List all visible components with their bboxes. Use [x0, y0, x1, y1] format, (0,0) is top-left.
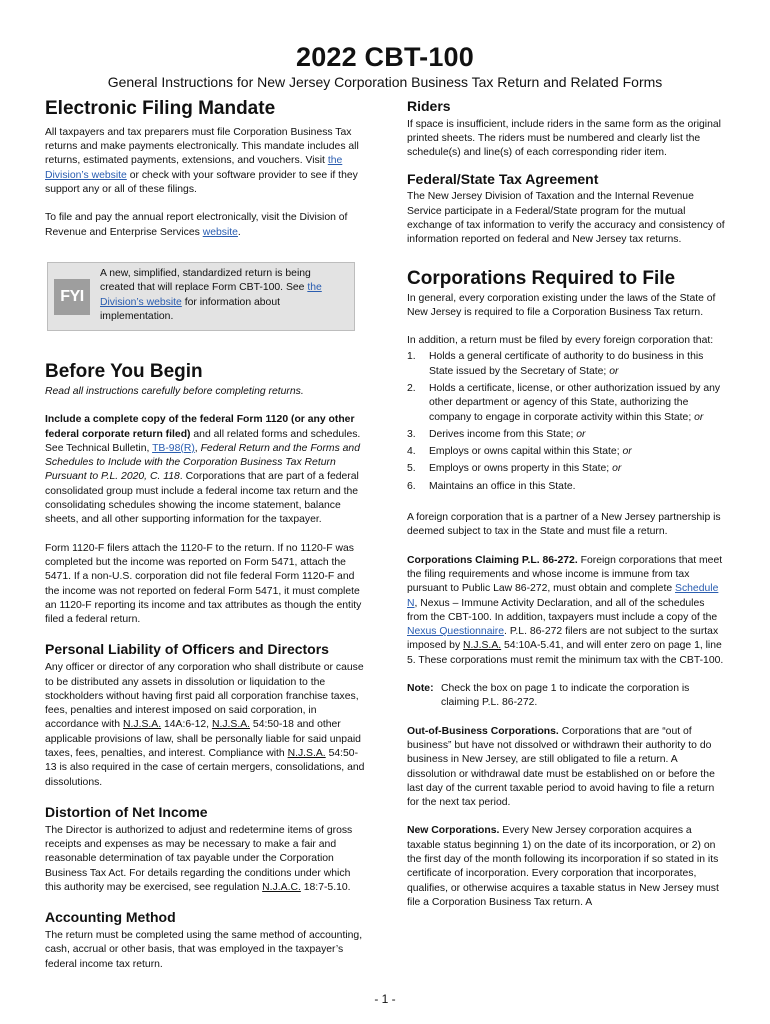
- corporations-required-paragraph-3: A foreign corporation that is a partner of a New Jersey partnership is deemed subject to tax in the State and must file a return.: [407, 512, 721, 538]
- text: or: [622, 446, 632, 458]
- text: 54:50-18 and other applicable provisions of law, shall be personally liable for said unpaid taxes, fees, penalties, and interest. Compliance with: [45, 719, 361, 759]
- list-number: 1.: [407, 351, 416, 363]
- distortion-paragraph: [45, 824, 365, 895]
- fyi-icon: FYI: [54, 279, 90, 315]
- foreign-corporation-list: [407, 350, 725, 494]
- list-text: [429, 445, 632, 459]
- list-item: [407, 382, 725, 425]
- text: The Director is authorized to adjust and redetermine items of gross receipts and expenses as may be necessary to make a fair and reasonable determination of tax payable under the Corporation Business Tax Act. For details regarding the conditions under which this authority may be exercised, see regulation: [45, 824, 353, 893]
- text: and all related forms and schedules. See Technical Bulletin,: [45, 428, 361, 454]
- text: or: [576, 428, 586, 440]
- text: New Corporations.: [407, 825, 500, 837]
- federal-state-heading: Federal/State Tax Agreement: [407, 170, 599, 187]
- text: .: [237, 226, 241, 238]
- nexus-questionnaire-link[interactable]: Nexus Questionnaire: [407, 626, 505, 638]
- page-subtitle: General Instructions for New Jersey Corporation Business Tax Return and Related Forms: [107, 74, 663, 90]
- list-number: 2.: [407, 383, 416, 394]
- left-column: [45, 98, 365, 972]
- text: Employs or owns property in this State;: [429, 463, 610, 475]
- accounting-method-heading: Accounting Method: [45, 909, 176, 926]
- page-number: - 1 -: [374, 992, 396, 1006]
- list-item: [407, 428, 725, 442]
- page-title: 2022 CBT-100: [295, 42, 474, 72]
- text: or: [694, 411, 704, 423]
- text: 18:7-5.10.: [300, 881, 351, 893]
- text: Federal Return and the Forms and Schedules to Include with the Corporation Business Tax Return Pursuant to P.L. 2020, C. 118: [45, 442, 360, 483]
- dores-website-link[interactable]: website: [202, 226, 238, 238]
- corporations-required-paragraph-2: In addition, a return must be filed by every foreign corporation that:: [407, 335, 714, 347]
- text: Foreign corporations that meet the filing requirements and whose income is immune from tax pursuant to Public Law 86-272, must obtain and complete: [407, 554, 723, 595]
- text: Derives income from this State;: [429, 428, 574, 440]
- corporations-required-heading: Corporations Required to File: [407, 267, 676, 289]
- text: Maintains an office in this State.: [429, 480, 576, 492]
- text: Holds a certificate, license, or other authorization issued by any other department or agency of this State, authorizing the company to engage in corporate activity within this State;: [429, 383, 721, 423]
- right-column: [407, 98, 725, 910]
- list-number: 4.: [407, 446, 416, 458]
- text: Every New Jersey corporation acquires a taxable status beginning 1) on the date of its incorporation, or 2) on the first day of the month following its incorporation if so stated in its certificate of incorporation. Every corporation that incorporates, qualifies, or otherwise acquires a taxable status in New Jersey must file a Corporation Business Tax return. A: [407, 825, 719, 908]
- text: . P.L. 86-272 filers are not subject to the surtax imposed by: [407, 626, 719, 652]
- division-website-link[interactable]: the Division’s website: [45, 155, 343, 181]
- text: or: [612, 463, 622, 475]
- personal-liability-heading: Personal Liability of Officers and Directors: [45, 641, 329, 658]
- fyi-text: [100, 267, 336, 324]
- list-text: [429, 428, 586, 442]
- schedule-n-link[interactable]: Schedule N: [407, 583, 719, 609]
- distortion-heading: Distortion of Net Income: [45, 803, 208, 820]
- list-item: [407, 462, 725, 476]
- pl-86-272-paragraph: [407, 554, 725, 668]
- list-text: [429, 350, 725, 379]
- text: or check with your software provider to see if they support any or all of these filings.: [45, 169, 358, 196]
- before-you-begin-paragraph-2: Form 1120-F filers attach the 1120-F to the return. If no 1120-F was completed but the income was reported on Form 5471, attach the 5471. If a non-U.S. corporation did not file federal Form 1120-F and the income was not reported on federal Form 5471, it must complete an 1120-F reporting its income and tax attributes as though the entity filed a federal return.: [45, 542, 362, 626]
- text: N.J.S.A.: [122, 719, 162, 731]
- before-you-begin-intro: Read all instructions carefully before completing returns.: [45, 385, 304, 397]
- text: Any officer or director of any corporation who shall distribute or cause to be distributed any assets in dissolution or liquidation to the stockholders without having first paid all corporation franchise taxes, fees, penalties and interest imposed on said corporation, in accordance with: [45, 662, 364, 731]
- text: for information about implementation.: [100, 296, 281, 322]
- before-you-begin-heading: Before You Begin: [45, 361, 203, 383]
- list-number: 5.: [407, 463, 416, 475]
- riders-paragraph: If space is insufficient, include riders in the same form as the original printed sheets. The riders must be numbered and clearly list the schedule(s) and line(s) of each corresponding rider item.: [407, 118, 721, 159]
- list-number: 6.: [407, 480, 416, 492]
- list-item: [407, 350, 725, 379]
- note-label: Note:: [407, 683, 434, 695]
- text: 54:10A-5.41, and will enter zero on page 1, line 5. These corporations must remit the minimum tax with the CBT-100.: [407, 640, 724, 666]
- tb-98r-link[interactable]: TB-98(R): [152, 442, 195, 454]
- fyi-division-website-link[interactable]: the Division’s website: [100, 282, 322, 308]
- text: Holds a general certificate of authority to do business in this State issued by the Secretary of State;: [429, 351, 704, 377]
- text: . Corporations that are part of a federal consolidated group must include a federal income tax return and the consolidating schedules showing the income statement, balance sheets, and all other supporting information for the taxpayer.: [45, 471, 359, 526]
- text: , Nexus – Immune Activity Declaration, and all of the schedules from the CBT-100. In addition, taxpayers must include a copy of the: [407, 597, 718, 623]
- electronic-filing-heading: Electronic Filing Mandate: [45, 98, 276, 119]
- text: Employs or owns capital within this State;: [429, 446, 620, 458]
- text: N.J.S.A.: [463, 640, 502, 652]
- text: N.J.A.C.: [262, 881, 301, 893]
- out-of-business-paragraph: [407, 725, 725, 811]
- accounting-method-paragraph: The return must be completed using the same method of accounting, cash, accrual or other basis, that was employed in the taxpayer’s federal income tax return.: [45, 929, 363, 970]
- text: All taxpayers and tax preparers must file Corporation Business Tax returns and make payments electronically. This mandate includes all returns, estimated payments, extensions, and vouchers. Visit: [45, 126, 359, 167]
- list-text: [429, 382, 725, 425]
- text: or: [609, 365, 619, 377]
- text: To file and pay the annual report electronically, visit the Division of Revenue and Enterprise Services: [45, 212, 348, 238]
- text: N.J.S.A.: [287, 747, 326, 759]
- list-number: 3.: [407, 428, 416, 440]
- text: Corporations Claiming P.L. 86-272.: [407, 554, 578, 566]
- electronic-filing-paragraph-2: [45, 211, 365, 240]
- text: Include a complete copy of the federal Form 1120 (or any other federal corporate return filed): [45, 414, 355, 440]
- list-item: [407, 445, 725, 459]
- list-text: [429, 480, 576, 494]
- text: ,: [194, 442, 201, 454]
- text: Out-of-Business Corporations.: [407, 725, 559, 737]
- corporations-required-paragraph-1: In general, every corporation existing under the laws of the State of New Jersey is required to file a Corporation Business Tax return.: [407, 292, 716, 318]
- text: 54:50-13 is also required in the case of certain mergers, consolidations, and dissolutions.: [45, 747, 365, 788]
- text: 14A:6-12,: [161, 719, 212, 731]
- note-text: Check the box on page 1 to indicate the corporation is claiming P.L. 86-272.: [441, 683, 690, 709]
- text: N.J.S.A.: [211, 719, 251, 731]
- fyi-box: [47, 262, 355, 331]
- before-you-begin-paragraph-1: [45, 413, 365, 527]
- list-text: [429, 462, 621, 476]
- federal-state-paragraph: The New Jersey Division of Taxation and the Internal Revenue Service participate in a Federal/State program for the mutual exchange of tax information to verify the accuracy and consistency of information reported on federal and New Jersey tax returns.: [407, 191, 725, 246]
- new-corporations-paragraph: [407, 824, 725, 910]
- text: A new, simplified, standardized return is being created that will replace Form CBT-100. See: [100, 267, 311, 294]
- note: [407, 682, 725, 711]
- electronic-filing-paragraph-1: [45, 126, 365, 197]
- list-item: [407, 480, 725, 494]
- personal-liability-paragraph: [45, 661, 365, 790]
- text: Corporations that are “out of business” but have not dissolved or withdrawn their authority to do business in New Jersey, are still obligated to file a return. A dissolution or withdrawal date must be established on or before the last day of the current taxable period to avoid having to file a return for the next tax period.: [407, 725, 715, 809]
- riders-heading: Riders: [407, 98, 451, 114]
